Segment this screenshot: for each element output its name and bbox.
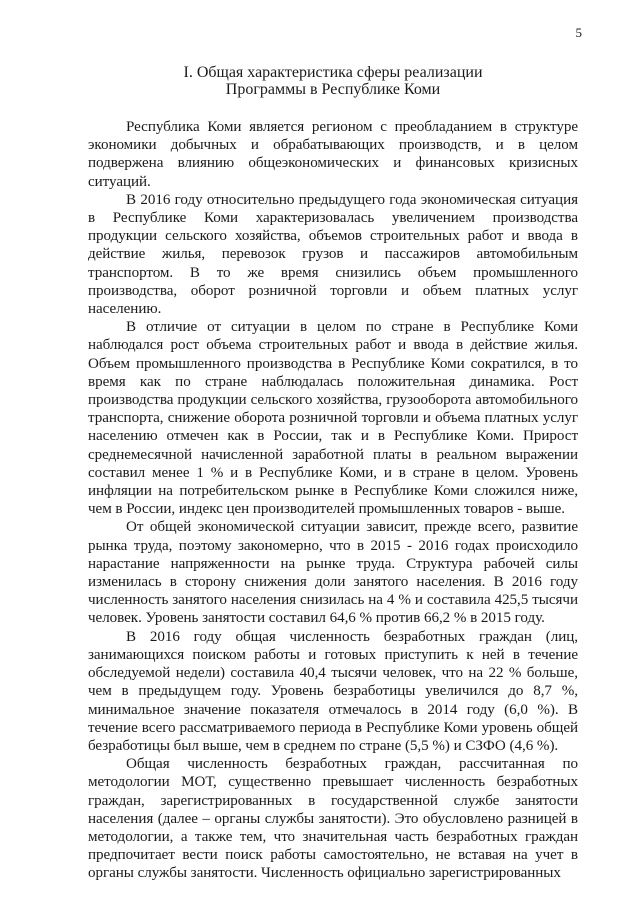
- section-heading-line-1: I. Общая характеристика сферы реализации: [183, 64, 483, 81]
- section-heading-line-2: Программы в Республике Коми: [225, 81, 441, 98]
- paragraph-1: Республика Коми является регионом с преобладанием в структуре экономики добычных и обрабатывающих производств, и в целом подвержена влиянию общеэкономических и финансовых кризисных ситуаций.: [88, 119, 578, 190]
- paragraph-3: В отличие от ситуации в целом по стране в Республике Коми наблюдался рост объема строительных работ и ввода в действие жилья. Объем промышленного производства в Республике Коми сократился, в то время как по стране наблюдалась положительная динамика. Рост производства продукции сельского хозяйства, грузооборота автомобильного транспорта, снижение оборота розничной торговли и объема платных услуг населению отмечен как в России, так и в Республике Коми. Прирост среднемесячной начисленной заработной платы в реальном выражении составил менее 1 % и в Республике Коми, и в стране в целом. Уровень инфляции на потребительском рынке в Республике Коми сложился ниже, чем в России, индекс цен производителей промышленных товаров - выше.: [88, 319, 578, 518]
- paragraph-4: От общей экономической ситуации зависит, прежде всего, развитие рынка труда, поэтому закономерно, что в 2015 - 2016 годах происходило нарастание напряженности на рынке труда. Структура рабочей силы изменилась в сторону снижения доли занятого населения. В 2016 году численность занятого населения снизилась на 4 % и составила 425,5 тысячи человек. Уровень занятости составил 64,6 % против 66,2 % в 2015 году.: [88, 519, 578, 627]
- paragraph-2: В 2016 году относительно предыдущего года экономическая ситуация в Республике Коми характеризовалась увеличением производства продукции сельского хозяйства, объемов строительных работ и ввода в действие жилья, перевозок грузов и пассажиров автомобильным транспортом. В то же время снизились объем промышленного производства, оборот розничной торговли и объем платных услуг населению.: [88, 191, 578, 318]
- paragraph-6: Общая численность безработных граждан, рассчитанная по методологии МОТ, существенно превышает численность безработных граждан, зарегистрированных в государственной службе занятости населения (далее – органы службы занятости). Это обусловлено разницей в методологии, а также тем, что значительная часть безработных граждан предпочитает вести поиск работы самостоятельно, не вставая на учет в органы службы занятости. Численность официально зарегистрированных: [88, 756, 578, 882]
- body-text: [88, 118, 578, 883]
- section-heading: [88, 64, 578, 98]
- paragraph-5: В 2016 году общая численность безработных граждан (лиц, занимающихся поиском работы и готовых приступить к ней в течение обследуемой недели) составила 40,4 тысячи человек, что на 22 % больше, чем в предыдущем году. Уровень безработицы увеличился до 8,7 %, минимальное значение показателя отмечалось в 2014 году (6,0 %). В течение всего рассматриваемого периода в Республике Коми уровень общей безработицы был выше, чем в среднем по стране (5,5 %) и СЗФО (4,6 %).: [88, 628, 578, 754]
- page-number: 5: [575, 25, 582, 40]
